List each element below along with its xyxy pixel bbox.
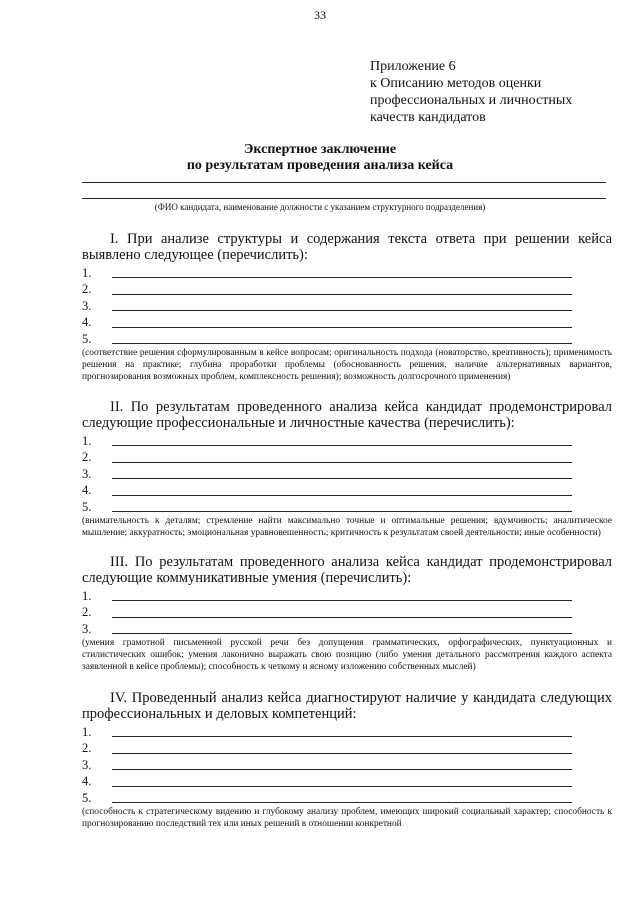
list-item	[82, 621, 612, 637]
page-number: 33	[314, 8, 326, 22]
section-intro: III. По результатам проведенного анализа кейса кандидат продемонстрировал следующие коммуникативные умения (перечислить):	[82, 554, 612, 586]
fill-in-line	[112, 753, 572, 754]
item-number: 3.	[82, 298, 92, 313]
item-number: 1.	[82, 434, 92, 448]
list-item	[82, 588, 612, 604]
fill-in-line	[82, 182, 606, 183]
fill-in-line	[112, 511, 572, 512]
fill-in-line	[112, 277, 572, 278]
item-number: 2.	[82, 741, 92, 756]
list-item	[82, 740, 612, 756]
list-item	[82, 773, 612, 789]
fill-in-line	[112, 736, 572, 737]
list-item	[82, 724, 612, 740]
item-number: 5.	[82, 499, 92, 514]
fill-in-line	[112, 802, 572, 803]
list-item	[82, 604, 612, 620]
section-intro: IV. Проведенный анализ кейса диагностируют наличие у кандидата следующих профессиональных и деловых компетенций:	[82, 690, 612, 722]
item-number: 1.	[82, 725, 92, 739]
fill-in-line	[112, 495, 572, 496]
item-list	[82, 265, 612, 347]
item-number: 2.	[82, 282, 92, 297]
item-number: 4.	[82, 315, 92, 330]
list-item	[82, 281, 612, 297]
fill-in-line	[112, 786, 572, 787]
item-number: 5.	[82, 790, 92, 805]
section-note: (соответствие решения сформулированным в кейсе вопросам; оригинальность подхода (новаторство, креативность); применимость решения на практике; глубина проработки проблемы (обоснованность решения, наличие альтернативных вариантов, прогнозирования возможных проблем, комплексность решения); возможность долгосрочного применения)	[82, 347, 612, 382]
item-number: 1.	[82, 266, 92, 280]
section-intro: I. При анализе структуры и содержания текста ответа при решении кейса выявлено следующее (перечислить):	[82, 231, 612, 263]
section-note: (умения грамотной письменной русской речи без допущения грамматических, орфографических, пунктуационных и стилистических ошибок; умения лаконично выражать свою позицию (либо умения детального рассмотрения каждого аспекта заявленной в кейсе проблемы); способность к четкому и ясному изложению собственных мыслей)	[82, 638, 612, 673]
section-1	[82, 231, 612, 383]
item-list	[82, 724, 612, 806]
appendix-header	[370, 58, 610, 126]
list-item	[82, 482, 612, 498]
fill-in-line	[112, 445, 572, 446]
list-item	[82, 757, 612, 773]
list-item	[82, 265, 612, 281]
section-3	[82, 554, 612, 673]
list-item	[82, 499, 612, 515]
section-note: (способность к стратегическому видению и глубокому анализу проблем, имеющих широкий социальный характер; способность к прогнозированию последствий тех или иных решений в отношении конкретной	[82, 806, 612, 829]
item-number: 3.	[82, 466, 92, 481]
appendix-line: к Описанию методов оценки	[370, 76, 542, 91]
fill-in-line	[112, 769, 572, 770]
fill-in-line	[112, 617, 572, 618]
section-2	[82, 399, 612, 539]
item-list	[82, 433, 612, 515]
section-note: (внимательность к деталям; стремление найти максимально точные и оптимальные решения; вдумчивость; аналитическое мышление; аккуратность; эмоциональная уравновешенность; критичность к результатам своей деятельности; иные особенности)	[82, 515, 612, 538]
fill-in-line	[112, 478, 572, 479]
list-item	[82, 314, 612, 330]
list-item	[82, 298, 612, 314]
item-number: 3.	[82, 757, 92, 772]
appendix-line: качеств кандидатов	[370, 110, 486, 125]
list-item	[82, 466, 612, 482]
item-number: 4.	[82, 483, 92, 498]
list-item	[82, 433, 612, 449]
title-line-1: Экспертное заключение	[243, 142, 397, 157]
list-item	[82, 449, 612, 465]
list-item	[82, 790, 612, 806]
fill-in-line	[112, 310, 572, 311]
item-number: 1.	[82, 589, 92, 603]
document-title	[0, 142, 640, 174]
item-number: 5.	[82, 331, 92, 346]
item-number: 2.	[82, 605, 92, 620]
fill-in-line	[112, 343, 572, 344]
fill-in-line	[112, 600, 572, 601]
title-line-2: по результатам проведения анализа кейса	[186, 158, 454, 173]
fill-in-line	[112, 462, 572, 463]
section-4	[82, 690, 612, 830]
fill-in-line	[112, 294, 572, 295]
list-item	[82, 331, 612, 347]
fill-in-line	[112, 633, 572, 634]
fio-caption: (ФИО кандидата, наименование должности с указанием структурного подразделения)	[154, 202, 486, 212]
section-intro: II. По результатам проведенного анализа кейса кандидат продемонстрировал следующие профессиональные и личностные качества (перечислить):	[82, 399, 612, 431]
fill-in-line	[82, 198, 606, 199]
item-list	[82, 588, 612, 637]
item-number: 4.	[82, 774, 92, 789]
appendix-line: Приложение 6	[370, 59, 456, 74]
appendix-line: профессиональных и личностных	[370, 93, 573, 108]
item-number: 3.	[82, 621, 92, 636]
fill-in-line	[112, 327, 572, 328]
item-number: 2.	[82, 450, 92, 465]
